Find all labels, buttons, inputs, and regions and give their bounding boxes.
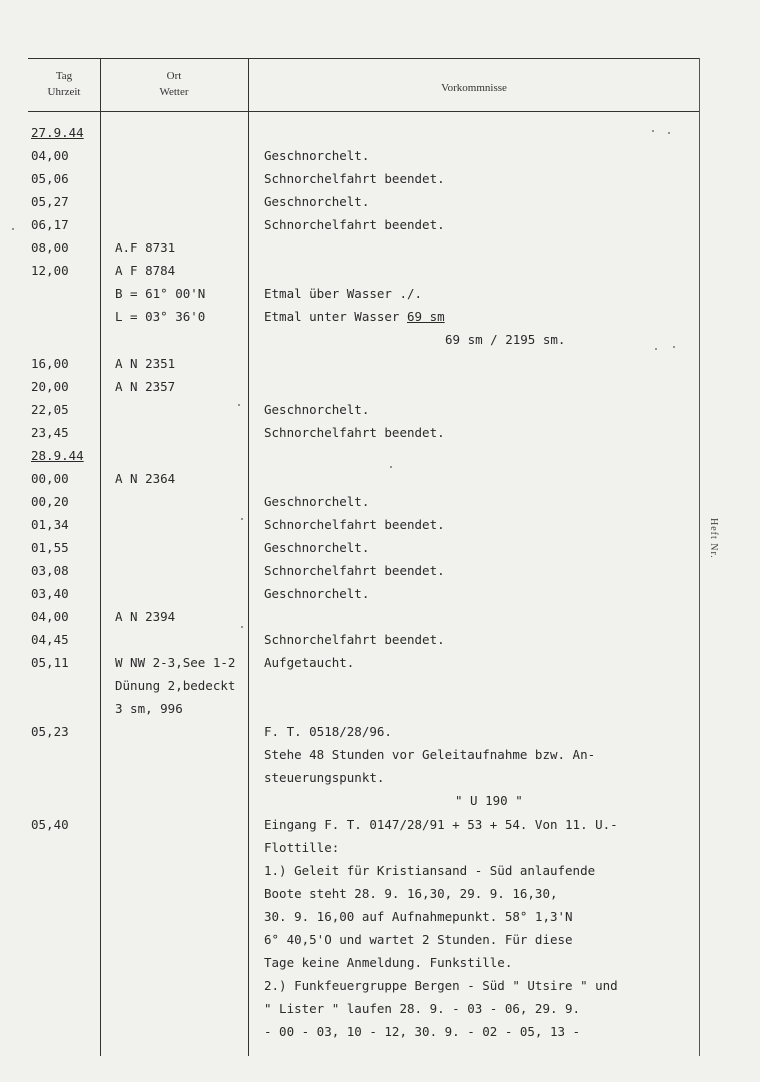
log-time: 01,55 [31, 539, 69, 555]
log-place-weather: A N 2357 [115, 378, 176, 394]
log-row [0, 494, 760, 517]
log-place-weather: W NW 2-3,See 1-2 [115, 655, 236, 671]
scan-speck [238, 404, 240, 406]
log-row [0, 886, 760, 909]
log-event: " U 190 " [455, 793, 523, 809]
log-row [0, 863, 760, 886]
log-event: " Lister " laufen 28. 9. - 03 - 06, 29. 9. [264, 1000, 581, 1016]
scan-speck [673, 346, 675, 348]
log-row [0, 332, 760, 355]
log-time: 03,08 [31, 562, 69, 578]
log-row [0, 955, 760, 978]
log-event: Schnorchelfahrt beendet. [264, 632, 445, 648]
log-event: Aufgetaucht. [264, 655, 355, 671]
log-time: 00,20 [31, 493, 69, 509]
log-row [0, 770, 760, 793]
log-row [0, 586, 760, 609]
log-row [0, 517, 760, 540]
log-row [0, 171, 760, 194]
log-event: Geschnorchelt. [264, 148, 370, 164]
log-event: Schnorchelfahrt beendet. [264, 217, 445, 233]
log-event: Eingang F. T. 0147/28/91 + 53 + 54. Von 11. U.- [264, 816, 618, 832]
log-event: Geschnorchelt. [264, 493, 370, 509]
log-time: 08,00 [31, 240, 69, 256]
header-events-text: Vorkommnisse [441, 82, 507, 94]
log-time: 16,00 [31, 355, 69, 371]
side-margin-label: Heft Nr. [708, 518, 719, 559]
log-row [0, 240, 760, 263]
log-event: 1.) Geleit für Kristiansand - Süd anlaufende [264, 862, 596, 878]
log-row [0, 402, 760, 425]
header-place-weather-text: Ort Wetter [159, 70, 189, 98]
header-place-weather [102, 68, 246, 100]
log-row [0, 655, 760, 678]
scan-speck [12, 228, 14, 230]
scan-speck [390, 466, 392, 468]
log-time: 05,40 [31, 816, 69, 832]
scan-speck [241, 518, 243, 520]
log-date: 27.9.44 [31, 125, 84, 140]
log-time: 05,27 [31, 194, 69, 210]
log-event: Schnorchelfahrt beendet. [264, 424, 445, 440]
log-time: 01,34 [31, 516, 69, 532]
scan-speck [655, 348, 657, 350]
log-row [0, 632, 760, 655]
log-time: 05,06 [31, 171, 69, 187]
log-place-weather: 3 sm, 996 [115, 701, 183, 717]
log-row [0, 356, 760, 379]
log-place-weather: A N 2351 [115, 355, 176, 371]
log-event: Geschnorchelt. [264, 194, 370, 210]
log-event: Flottille: [264, 839, 340, 855]
log-row [0, 840, 760, 863]
log-time: 12,00 [31, 263, 69, 279]
log-place-weather: A N 2364 [115, 470, 176, 486]
log-row [0, 148, 760, 171]
log-row [0, 194, 760, 217]
log-event: Boote steht 28. 9. 16,30, 29. 9. 16,30, [264, 885, 558, 901]
log-time: 00,00 [31, 470, 69, 486]
log-time: 04,45 [31, 632, 69, 648]
log-row [0, 125, 760, 148]
log-time: 22,05 [31, 401, 69, 417]
log-time: 20,00 [31, 378, 69, 394]
log-row [0, 309, 760, 332]
log-place-weather: A N 2394 [115, 609, 176, 625]
log-event: Etmal unter Wasser 69 sm [264, 309, 445, 325]
log-row [0, 1001, 760, 1024]
log-event: F. T. 0518/28/96. [264, 724, 392, 740]
underlined-distance: 69 sm [407, 309, 445, 325]
log-event: 69 sm / 2195 sm. [445, 332, 566, 348]
log-event: - 00 - 03, 10 - 12, 30. 9. - 02 - 05, 13 - [264, 1023, 581, 1039]
log-place-weather: A.F 8731 [115, 240, 176, 256]
log-row [0, 932, 760, 955]
log-time: 03,40 [31, 586, 69, 601]
log-row [0, 379, 760, 402]
log-row [0, 909, 760, 932]
log-row [0, 747, 760, 770]
log-row [0, 817, 760, 840]
log-row [0, 540, 760, 563]
table-top-rule [28, 58, 700, 59]
scan-speck [652, 130, 654, 132]
log-event: Etmal über Wasser ./. [264, 286, 423, 302]
log-event: Geschnorchelt. [264, 401, 370, 417]
scan-speck [668, 132, 670, 134]
header-date-time [30, 68, 98, 100]
log-event: Schnorchelfahrt beendet. [264, 562, 445, 578]
header-date-time-text: Tag Uhrzeit [47, 70, 81, 98]
log-place-weather: L = 03° 36'0 [115, 309, 206, 325]
log-event: Schnorchelfahrt beendet. [264, 516, 445, 532]
log-row [0, 1024, 760, 1047]
log-event: Tage keine Anmeldung. Funkstille. [264, 954, 513, 970]
log-date: 28.9.44 [31, 447, 84, 463]
log-row [0, 563, 760, 586]
log-row [0, 263, 760, 286]
log-time: 23,45 [31, 424, 69, 440]
log-event: Geschnorchelt. [264, 539, 370, 555]
log-time: 04,00 [31, 148, 69, 164]
log-event: 30. 9. 16,00 auf Aufnahmepunkt. 58° 1,3'N [264, 908, 573, 924]
log-row [0, 286, 760, 309]
log-row [0, 609, 760, 632]
log-time: 05,23 [31, 724, 69, 740]
log-row [0, 724, 760, 747]
log-event: 2.) Funkfeuergruppe Bergen - Süd " Utsire " und [264, 977, 618, 993]
log-place-weather: Dünung 2,bedeckt [115, 678, 236, 694]
header-events [250, 80, 698, 96]
log-row [0, 425, 760, 448]
log-event: steuerungspunkt. [264, 770, 385, 786]
log-row [0, 793, 760, 816]
scan-speck [241, 626, 243, 628]
log-event: Geschnorchelt. [264, 586, 370, 601]
log-row [0, 217, 760, 240]
log-event: Stehe 48 Stunden vor Geleitaufnahme bzw. An- [264, 747, 596, 763]
log-place-weather: B = 61° 00'N [115, 286, 206, 302]
log-time: 06,17 [31, 217, 69, 233]
log-row [0, 678, 760, 701]
log-place-weather: A F 8784 [115, 263, 176, 279]
header-bottom-rule [28, 111, 700, 112]
log-event: Schnorchelfahrt beendet. [264, 171, 445, 187]
log-time: 05,11 [31, 655, 69, 671]
log-event: 6° 40,5'O und wartet 2 Stunden. Für diese [264, 931, 573, 947]
log-time: 04,00 [31, 609, 69, 625]
log-row [0, 471, 760, 494]
log-row [0, 701, 760, 724]
log-row [0, 978, 760, 1001]
log-row [0, 448, 760, 471]
